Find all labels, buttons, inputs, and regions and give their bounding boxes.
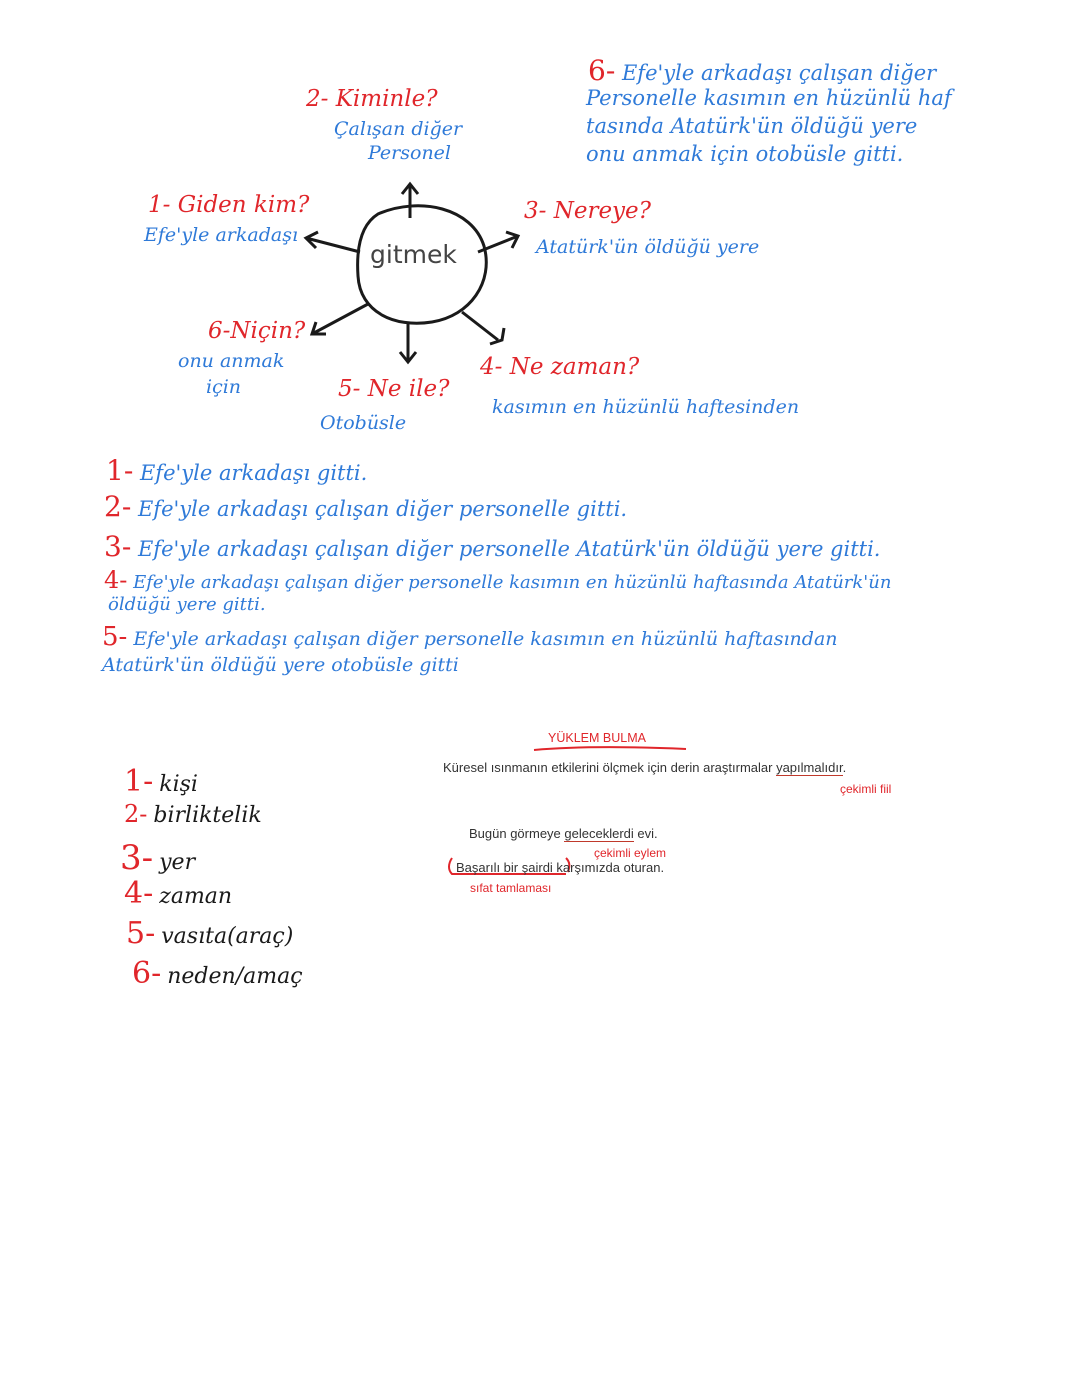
answer-4: kasımın en hüzünlü haftesinden	[492, 396, 800, 418]
list-item-2: 2- birliktelik	[124, 800, 262, 828]
sentence-3: 3- Efe'yle arkadaşı çalışan diğer personelle Atatürk'ün öldüğü yere gitti.	[104, 530, 881, 563]
question-6: 6-Niçin?	[208, 318, 306, 344]
list-item-1: 1- kişi	[124, 764, 198, 799]
list-item-6: 6- neden/amaç	[132, 956, 303, 991]
arrow-down-icon	[400, 322, 416, 362]
answer-3: Atatürk'ün öldüğü yere	[536, 236, 760, 258]
sentence-b: Bugün görmeye geleceklerdi evi.	[469, 826, 658, 841]
answer-6-line2: için	[206, 376, 242, 398]
note-a: çekimli fiil	[840, 782, 892, 796]
answer-6-line1: onu anmak	[178, 350, 285, 372]
verb-a: yapılmalıdır	[776, 760, 843, 775]
sentence-5: 5- Efe'yle arkadaşı çalışan diğer personelle kasımın en hüzünlü haftasından	[102, 622, 838, 652]
list-item-5: 5- vasıta(araç)	[126, 916, 294, 951]
question-5: 5- Ne ile?	[338, 376, 450, 402]
note-b: çekimli eylem	[594, 846, 667, 860]
list-item-4: 4- zaman	[124, 876, 233, 911]
center-verb: gitmek	[370, 240, 457, 269]
answer-2-line2: Personel	[368, 142, 452, 164]
top-note-line1: 6- Efe'yle arkadaşı çalışan diğer	[588, 54, 937, 87]
question-2: 2- Kiminle?	[306, 86, 438, 112]
sentence-5-cont: Atatürk'ün öldüğü yere otobüsle gitti	[102, 654, 459, 676]
sentence-2: 2- Efe'yle arkadaşı çalışan diğer personelle gitti.	[104, 490, 628, 523]
sentence-1: 1- Efe'yle arkadaşı gitti.	[106, 454, 368, 487]
question-4: 4- Ne zaman?	[480, 354, 640, 380]
yuklem-title: YÜKLEM BULMA	[548, 731, 646, 745]
answer-1: Efe'yle arkadaşı	[144, 224, 299, 246]
title-underline	[530, 744, 690, 754]
sentence-c: Başarılı bir şairdi karşımızda oturan.	[456, 860, 665, 875]
top-note-line3: tasında Atatürk'ün öldüğü yere	[586, 114, 918, 138]
arrow-down-right-icon	[462, 312, 504, 344]
top-note-line2: Personelle kasımın en hüzünlü haf	[586, 86, 952, 110]
sentence-4: 4- Efe'yle arkadaşı çalışan diğer personelle kasımın en hüzünlü haftasında Atatürk'ün	[104, 566, 892, 594]
question-1: 1- Giden kim?	[148, 192, 310, 218]
answer-2-line1: Çalışan diğer	[334, 118, 463, 140]
list-item-3: 3- yer	[120, 838, 196, 878]
question-3: 3- Nereye?	[524, 198, 651, 224]
verb-b: geleceklerdi	[564, 826, 634, 841]
arrow-down-left-icon	[312, 304, 368, 334]
phrase-c: Başarılı bir şairdi	[456, 860, 553, 875]
sentence-a: Küresel ısınmanın etkilerini ölçmek için derin araştırmalar yapılmalıdır.	[443, 760, 847, 775]
arrow-up-icon	[402, 184, 418, 218]
note-c: sıfat tamlaması	[470, 881, 552, 895]
sentence-4-cont: öldüğü yere gitti.	[108, 594, 266, 615]
answer-5: Otobüsle	[320, 412, 407, 434]
top-note-line4: onu anmak için otobüsle gitti.	[586, 142, 904, 166]
arrow-left-icon	[306, 232, 360, 252]
